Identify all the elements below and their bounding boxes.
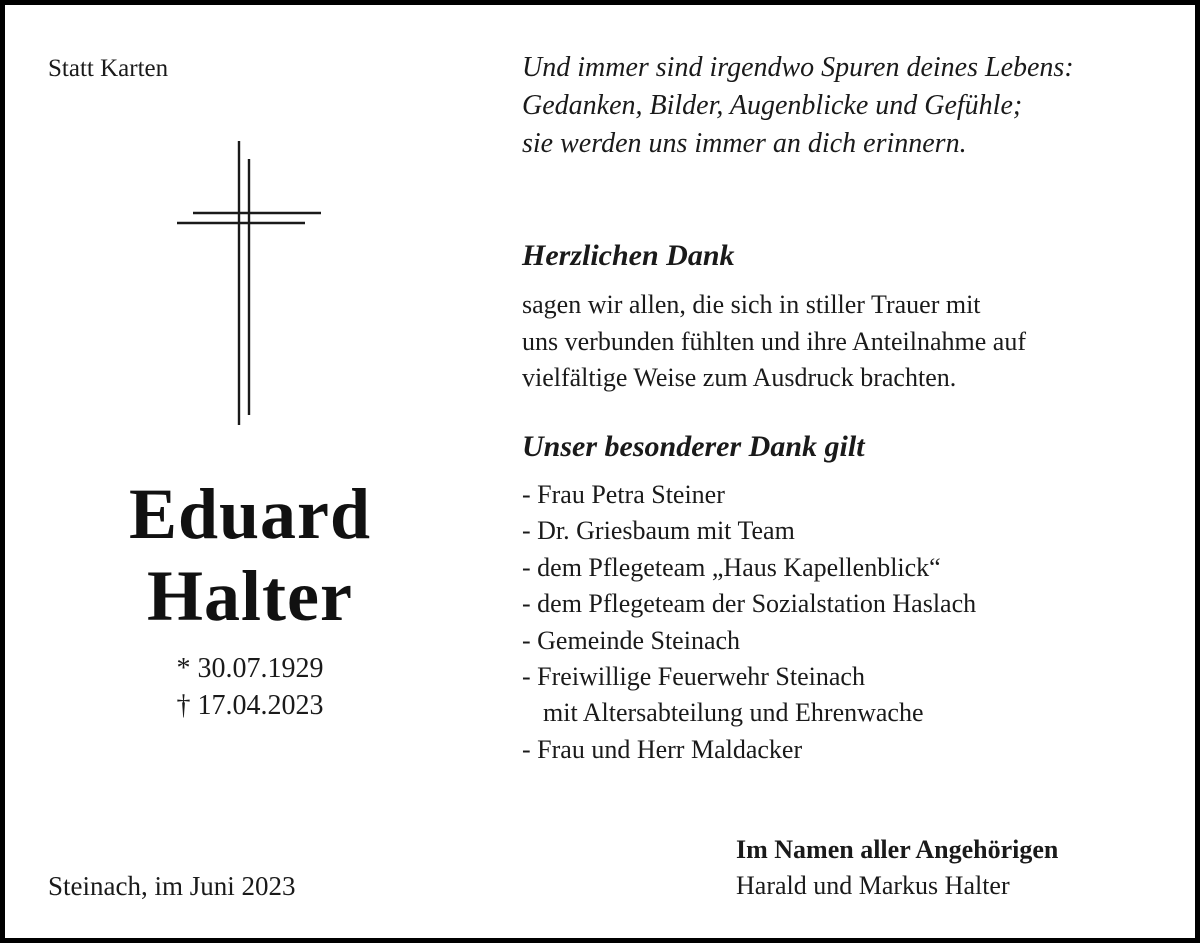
list-item: - Dr. Griesbaum mit Team — [522, 516, 795, 546]
birth-date: * 30.07.1929 — [176, 653, 324, 684]
place-and-date: Steinach, im Juni 2023 — [48, 871, 296, 901]
quote-line: Und immer sind irgendwo Spuren deines Lebens: — [522, 52, 1074, 83]
special-thanks-heading: Unser besonderer Dank gilt — [522, 430, 865, 463]
thanks-line: vielfältige Weise zum Ausdruck brachten. — [522, 363, 957, 392]
cross-icon — [173, 135, 325, 431]
thanks-heading: Herzlichen Dank — [522, 239, 735, 272]
quote-line: sie werden uns immer an dich erinnern. — [522, 128, 967, 159]
signature-names: Harald und Markus Halter — [736, 871, 1010, 900]
thanks-paragraph — [522, 287, 1026, 397]
list-item: - Frau Petra Steiner — [522, 480, 725, 509]
list-item: - Gemeinde Steinach — [522, 625, 741, 655]
quote-line: Gedanken, Bilder, Augenblicke und Gefühle; — [522, 90, 1023, 121]
deceased-last-name: Halter — [147, 556, 353, 636]
list-item: - dem Pflegeteam der Sozialstation Haslach — [522, 589, 977, 619]
statt-karten-label: Statt Karten — [48, 55, 169, 82]
thanks-line: uns verbunden fühlten und ihre Anteilnahme auf — [522, 326, 1026, 356]
signature-heading: Im Namen aller Angehörigen — [736, 835, 1059, 864]
list-item: - Freiwillige Feuerwehr Steinach — [522, 662, 865, 692]
thanks-line: sagen wir allen, die sich in stiller Trauer mit — [522, 290, 981, 319]
special-thanks-list — [522, 477, 976, 768]
list-item: - Frau und Herr Maldacker — [522, 734, 803, 764]
list-item: - dem Pflegeteam „Haus Kapellenblick“ — [522, 552, 941, 582]
death-date: † 17.04.2023 — [176, 690, 324, 721]
memorial-quote — [522, 49, 1074, 163]
deceased-first-name: Eduard — [128, 474, 372, 554]
list-item-continuation: mit Altersabteilung und Ehrenwache — [543, 698, 924, 728]
